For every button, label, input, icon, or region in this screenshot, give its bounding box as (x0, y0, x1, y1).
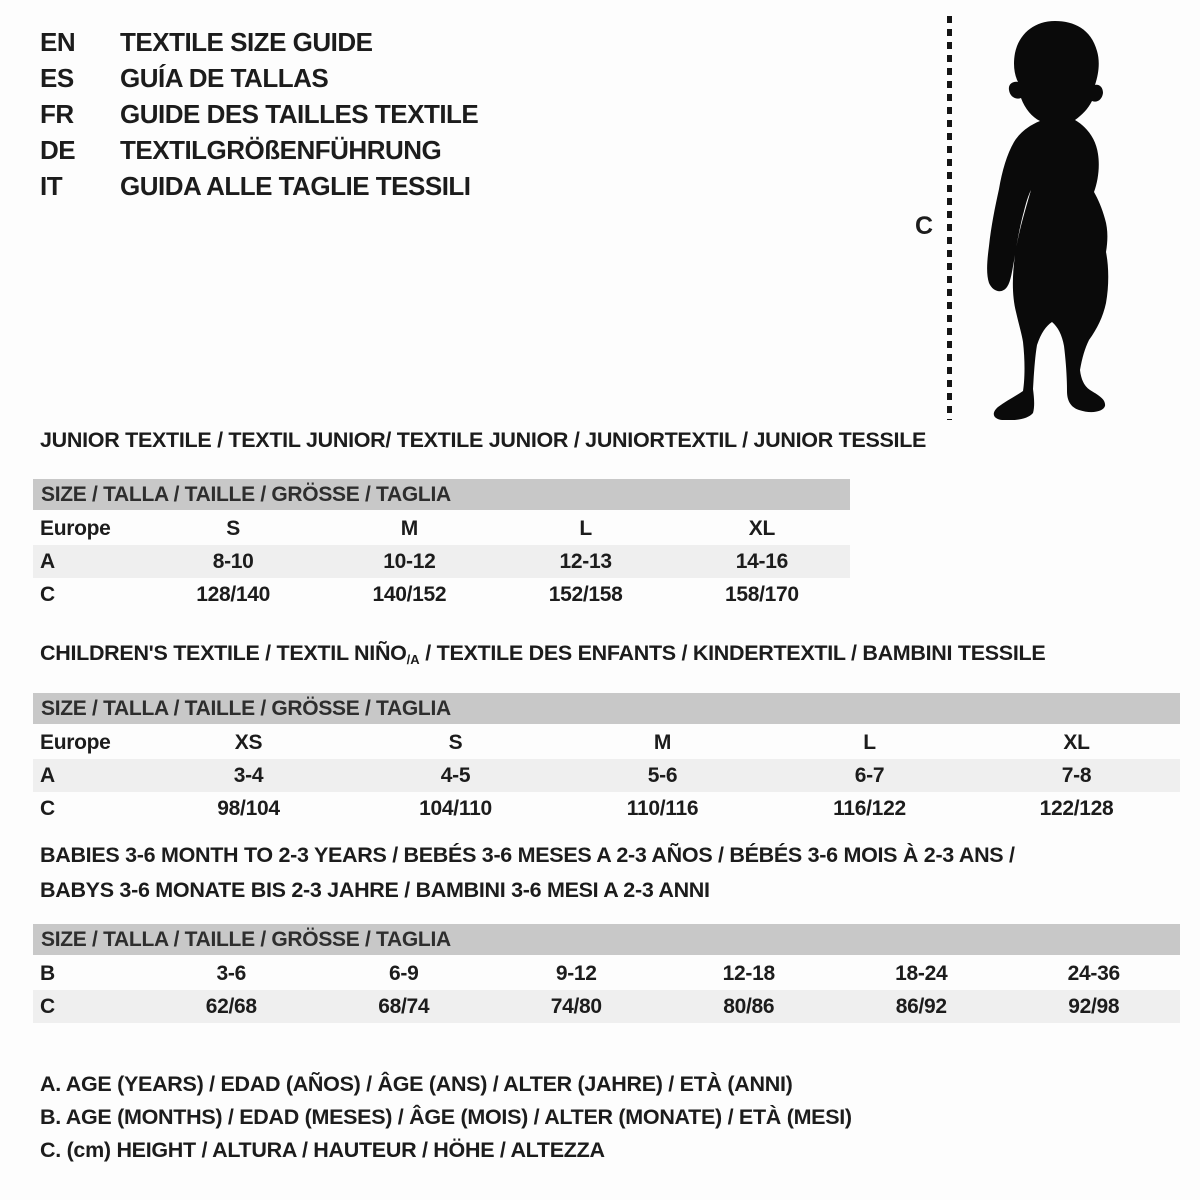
language-row-de (40, 132, 478, 168)
row-label-cell: A (33, 759, 145, 792)
value-cell: 10-12 (321, 545, 497, 578)
row-label-cell: C (40, 796, 55, 820)
section-babies-textile (33, 843, 1180, 1023)
value-cell: 4-5 (352, 759, 559, 792)
value-cell: 12-18 (722, 961, 775, 985)
value-cell: 98/104 (217, 796, 280, 820)
children-size-header-bar: SIZE / TALLA / TAILLE / GRÖSSE / TAGLIA (33, 693, 1180, 724)
language-title-list (40, 24, 478, 204)
value-cell: XL (748, 516, 775, 540)
value-cell: 152/158 (548, 582, 623, 606)
value-cell: 80/86 (663, 990, 836, 1023)
table-row (33, 759, 1180, 792)
value-cell: 140/152 (372, 582, 447, 606)
row-label-cell: A (33, 545, 145, 578)
language-code: FR (40, 98, 74, 129)
language-title: TEXTILGRÖßENFÜHRUNG (120, 134, 442, 165)
table-row (33, 726, 1180, 759)
value-cell: 158/170 (724, 582, 799, 606)
language-code: ES (40, 62, 74, 93)
value-cell: 74/80 (490, 990, 663, 1023)
legend-line-b: B. AGE (MONTHS) / EDAD (MESES) / ÂGE (MOIS) / ALTER (MONATE) / ETÀ (MESI) (40, 1105, 852, 1129)
table-row (33, 792, 1180, 825)
row-label-cell: Europe (40, 516, 111, 540)
value-cell: L (863, 730, 876, 754)
babies-size-table (33, 957, 1180, 1023)
babies-size-header-bar: SIZE / TALLA / TAILLE / GRÖSSE / TAGLIA (33, 924, 1180, 955)
children-size-table (33, 726, 1180, 825)
value-cell: 6-9 (389, 961, 419, 985)
junior-size-table (33, 512, 850, 611)
junior-section-title: JUNIOR TEXTILE / TEXTIL JUNIOR/ TEXTILE JUNIOR / JUNIORTEXTIL / JUNIOR TESSILE (40, 428, 927, 452)
value-cell: 62/68 (145, 990, 318, 1023)
row-label-cell: Europe (40, 730, 111, 754)
value-cell: 14-16 (674, 545, 850, 578)
children-title-subscript: /A (406, 652, 420, 667)
value-cell: M (400, 516, 418, 540)
babies-section-title-line1: BABIES 3-6 MONTH TO 2-3 YEARS / BEBÉS 3-6 MESES A 2-3 AÑOS / BÉBÉS 3-6 MOIS À 2-3 ANS / (40, 843, 1015, 867)
value-cell: 68/74 (318, 990, 491, 1023)
value-cell: XS (234, 730, 263, 754)
value-cell: 116/122 (833, 796, 906, 820)
value-cell: S (226, 516, 240, 540)
value-cell: M (653, 730, 672, 754)
legend-line-c: C. (cm) HEIGHT / ALTURA / HAUTEUR / HÖHE / ALTEZZA (40, 1138, 605, 1162)
value-cell: XL (1063, 730, 1090, 754)
babies-section-title-line2: BABYS 3-6 MONATE BIS 2-3 JAHRE / BAMBINI 3-6 MESI A 2-3 ANNI (40, 878, 710, 902)
language-row-it (40, 168, 478, 204)
language-title: GUIDE DES TAILLES TEXTILE (120, 98, 479, 129)
junior-size-header-bar: SIZE / TALLA / TAILLE / GRÖSSE / TAGLIA (33, 479, 850, 510)
language-title: TEXTILE SIZE GUIDE (120, 26, 373, 57)
value-cell: 5-6 (559, 759, 766, 792)
language-code: EN (40, 26, 76, 57)
language-row-fr (40, 96, 478, 132)
table-row (33, 578, 850, 611)
table-row (33, 957, 1180, 990)
value-cell: 7-8 (973, 759, 1180, 792)
language-row-en (40, 24, 478, 60)
row-label-cell: C (40, 582, 55, 606)
language-code: DE (40, 134, 76, 165)
value-cell: 128/140 (196, 582, 271, 606)
language-title: GUÍA DE TALLAS (120, 62, 329, 93)
table-row (33, 990, 1180, 1023)
children-title-post: / TEXTILE DES ENFANTS / KINDERTEXTIL / BAMBINI TESSILE (419, 641, 1046, 665)
value-cell: 122/128 (1039, 796, 1114, 820)
value-cell: 24-36 (1067, 961, 1120, 985)
value-cell: 8-10 (145, 545, 321, 578)
value-cell: 86/92 (835, 990, 1008, 1023)
value-cell: 18-24 (895, 961, 948, 985)
measurement-legend (40, 1068, 852, 1167)
table-row (33, 512, 850, 545)
value-cell: 3-6 (216, 961, 246, 985)
language-row-es (40, 60, 478, 96)
children-section-title (33, 641, 1180, 667)
row-label-cell: B (40, 961, 55, 985)
section-children-textile (33, 641, 1180, 825)
value-cell: S (448, 730, 463, 754)
children-title-pre: CHILDREN'S TEXTILE / TEXTIL NIÑO (40, 641, 407, 665)
value-cell: 92/98 (1008, 990, 1181, 1023)
language-title: GUIDA ALLE TAGLIE TESSILI (120, 170, 471, 201)
value-cell: 9-12 (555, 961, 597, 985)
value-cell: L (579, 516, 592, 540)
table-row (33, 545, 850, 578)
row-label-cell: C (33, 990, 145, 1023)
value-cell: 110/116 (626, 796, 699, 820)
toddler-silhouette-icon (967, 18, 1139, 420)
value-cell: 104/110 (419, 796, 492, 820)
section-junior-textile (33, 428, 927, 611)
value-cell: 12-13 (498, 545, 674, 578)
value-cell: 6-7 (766, 759, 973, 792)
height-measure-dashed-line (947, 16, 952, 420)
value-cell: 3-4 (145, 759, 352, 792)
language-code: IT (40, 170, 63, 201)
legend-line-a: A. AGE (YEARS) / EDAD (AÑOS) / ÂGE (ANS) / ALTER (JAHRE) / ETÀ (ANNI) (40, 1072, 793, 1096)
height-measure-label: C (915, 212, 934, 240)
